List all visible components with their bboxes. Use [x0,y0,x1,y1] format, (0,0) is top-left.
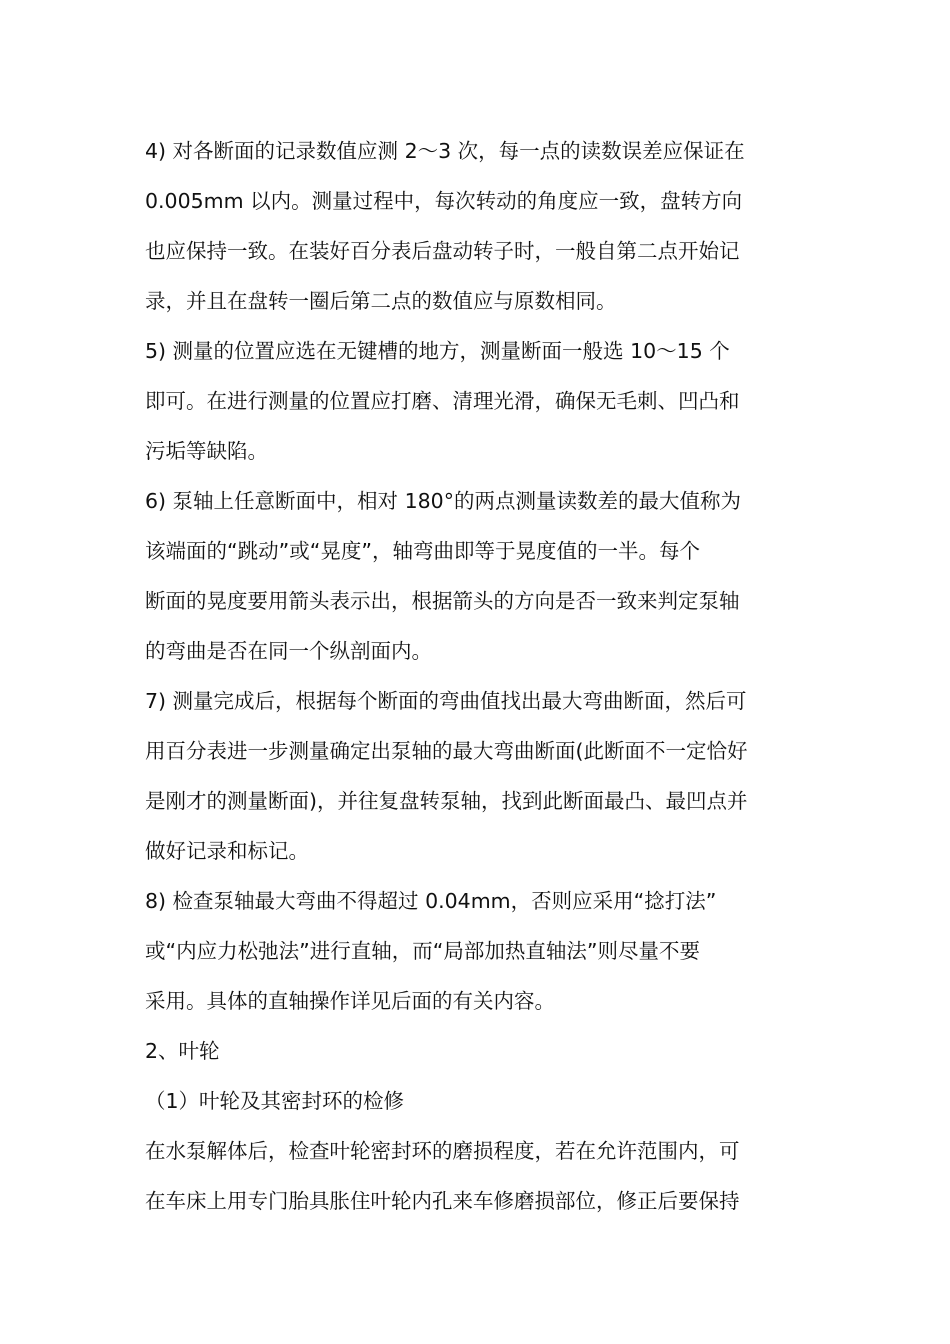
text-line-item-8-line-3: 采用。具体的直轴操作详见后面的有关内容。 [145,989,555,1013]
text-line-item-8-line-1: 8) 检查泵轴最大弯曲不得超过 0.04mm，否则应采用“捻打法” [145,889,717,913]
text-line-paragraph-line-2: 在车床上用专门胎具胀住叶轮内孔来车修磨损部位，修正后要保持 [145,1189,740,1213]
text-line-item-6-line-3: 断面的晃度要用箭头表示出，根据箭头的方向是否一致来判定泵轴 [145,589,740,613]
text-line-item-7-line-1: 7) 测量完成后，根据每个断面的弯曲值找出最大弯曲断面，然后可 [145,689,747,713]
text-line-item-6-line-1: 6) 泵轴上任意断面中，相对 180°的两点测量读数差的最大值称为 [145,489,741,513]
text-line-item-4-line-1: 4) 对各断面的记录数值应测 2～3 次，每一点的读数误差应保证在 [145,139,745,163]
text-line-item-4-line-3: 也应保持一致。在装好百分表后盘动转子时，一般自第二点开始记 [145,239,740,263]
section-heading-impeller: 2、叶轮 [145,1039,220,1063]
text-line-item-5-line-1: 5) 测量的位置应选在无键槽的地方，测量断面一般选 10～15 个 [145,339,730,363]
text-line-item-7-line-4: 做好记录和标记。 [145,839,309,863]
text-line-item-6-line-2: 该端面的“跳动”或“晃度”，轴弯曲即等于晃度值的一半。每个 [145,539,700,563]
text-line-item-5-line-3: 污垢等缺陷。 [145,439,268,463]
text-line-item-6-line-4: 的弯曲是否在同一个纵剖面内。 [145,639,432,663]
text-line-paragraph-line-1: 在水泵解体后，检查叶轮密封环的磨损程度，若在允许范围内，可 [145,1139,740,1163]
text-line-item-8-line-2: 或“内应力松弛法”进行直轴，而“局部加热直轴法”则尽量不要 [145,939,700,963]
text-line-item-7-line-3: 是刚才的测量断面)，并往复盘转泵轴，找到此断面最凸、最凹点并 [145,789,748,813]
document-body [145,126,810,1226]
subsection-heading-impeller-seal-ring: （1）叶轮及其密封环的检修 [145,1089,405,1113]
text-line-item-7-line-2: 用百分表进一步测量确定出泵轴的最大弯曲断面(此断面不一定恰好 [145,739,748,763]
text-line-item-4-line-2: 0.005mm 以内。测量过程中，每次转动的角度应一致，盘转方向 [145,189,743,213]
text-line-item-5-line-2: 即可。在进行测量的位置应打磨、清理光滑，确保无毛刺、凹凸和 [145,389,740,413]
text-line-item-4-line-4: 录，并且在盘转一圈后第二点的数值应与原数相同。 [145,289,617,313]
